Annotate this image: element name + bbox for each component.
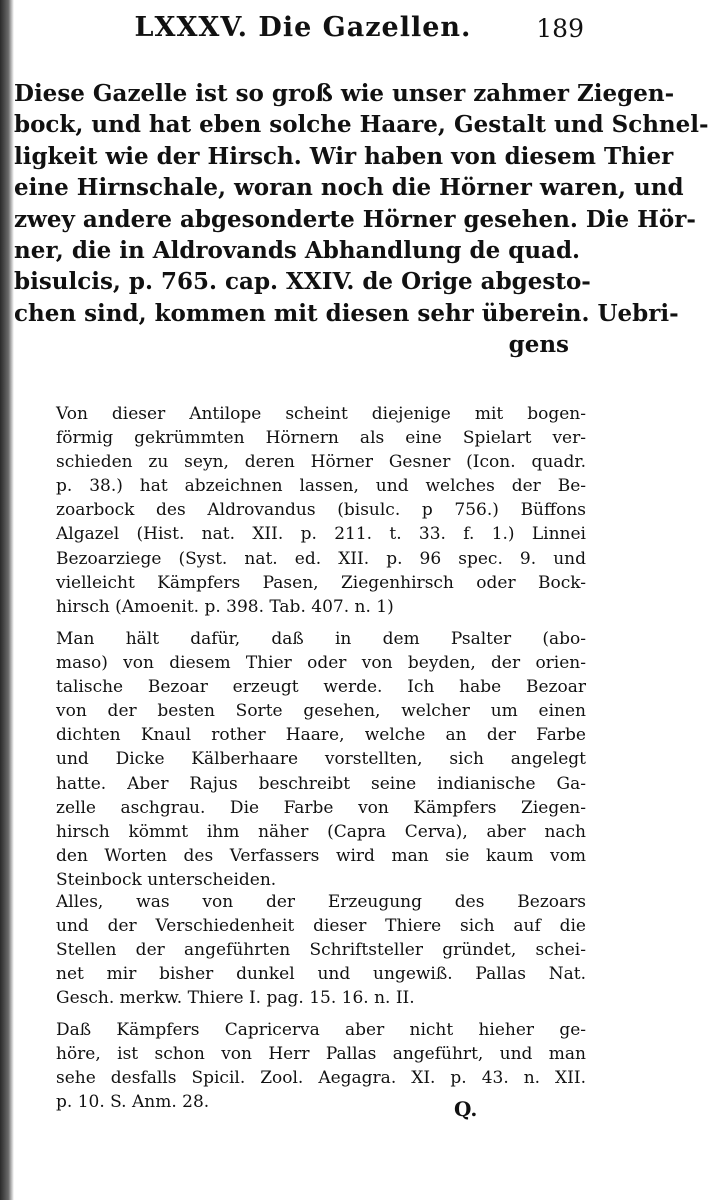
main-line: bisulcis, p. 765. cap. XXIV. de Orige abgesto- xyxy=(14,268,591,296)
note-line: maso) von diesem Thier oder von beyden, der orien- xyxy=(56,653,586,674)
note-line: Von dieser Antilope scheint diejenige mit bogen- xyxy=(56,404,586,424)
page-number: 189 xyxy=(536,14,584,43)
catchword: gens xyxy=(508,331,569,359)
signature-mark: Q. xyxy=(454,1097,478,1121)
note-line: Stellen der angeführten Schriftsteller gründet, schei- xyxy=(56,940,586,961)
footnote-paragraph-1 xyxy=(56,402,586,619)
note-line: hirsch kömmt ihm näher (Capra Cerva), aber nach xyxy=(56,821,586,842)
note-line: Daß Kämpfers Capricerva aber nicht hieher ge- xyxy=(56,1020,586,1040)
footnote-paragraph-4 xyxy=(56,1018,586,1114)
book-page xyxy=(14,0,709,1200)
note-line: Algazel (Hist. nat. XII. p. 211. t. 33. f. 1.) Linnei xyxy=(56,524,586,545)
note-line: Alles, was von der Erzeugung des Bezoars xyxy=(56,892,586,912)
note-line: net mir bisher dunkel und ungewiß. Pallas Nat. xyxy=(56,964,586,985)
main-line: chen sind, kommen mit diesen sehr überein. Uebri- xyxy=(14,299,679,327)
footnote-paragraph-3 xyxy=(56,890,586,1010)
note-line: und Dicke Kälberhaare vorstellten, sich angelegt xyxy=(56,749,586,770)
note-line: Bezoarziege (Syst. nat. ed. XII. p. 96 spec. 9. und xyxy=(56,548,586,569)
note-line: vielleicht Kämpfers Pasen, Ziegenhirsch oder Bock- xyxy=(56,572,586,593)
note-line: und der Verschiedenheit dieser Thiere sich auf die xyxy=(56,916,586,937)
main-line: eine Hirnschale, woran noch die Hörner waren, und xyxy=(14,174,684,202)
note-line: hatte. Aber Rajus beschreibt seine indianische Ga- xyxy=(56,773,586,794)
main-line: zwey andere abgesonderte Hörner gesehen. Die Hör- xyxy=(14,205,696,233)
note-line: p. 10. S. Anm. 28. xyxy=(56,1092,210,1113)
main-paragraph xyxy=(14,78,709,361)
main-line: ner, die in Aldrovands Abhandlung de quad. xyxy=(14,237,581,265)
note-line: hirsch (Amoenit. p. 398. Tab. 407. n. 1) xyxy=(56,596,394,617)
chapter-title: LXXXV. Die Gazellen. xyxy=(134,12,472,43)
note-line: sehe desfalls Spicil. Zool. Aegagra. XI. p. 43. n. XII. xyxy=(56,1068,586,1089)
note-line: schieden zu seyn, deren Hörner Gesner (Icon. quadr. xyxy=(56,452,586,473)
note-line: höre, ist schon von Herr Pallas angeführt, und man xyxy=(56,1044,586,1065)
note-line: dichten Knaul rother Haare, welche an der Farbe xyxy=(56,725,586,746)
note-line: von der besten Sorte gesehen, welcher um einen xyxy=(56,701,586,722)
main-line: ligkeit wie der Hirsch. Wir haben von diesem Thier xyxy=(14,142,674,170)
note-line: zelle aschgrau. Die Farbe von Kämpfers Ziegen- xyxy=(56,797,586,818)
main-line: bock, und hat eben solche Haare, Gestalt und Schnel- xyxy=(14,111,709,139)
note-line: Man hält dafür, daß in dem Psalter (abo- xyxy=(56,629,586,649)
note-line: zoarbock des Aldrovandus (bisulc. p 756.) Büffons xyxy=(56,500,586,521)
note-line: Steinbock unterscheiden. xyxy=(56,869,277,890)
note-line: p. 38.) hat abzeichnen lassen, und welches der Be- xyxy=(56,476,586,497)
note-line: Gesch. merkw. Thiere I. pag. 15. 16. n. II. xyxy=(56,988,415,1009)
page-gutter-shadow xyxy=(0,0,14,1200)
running-head xyxy=(14,12,592,52)
main-line: Diese Gazelle ist so groß wie unser zahmer Ziegen- xyxy=(14,80,675,107)
footnote-paragraph-2 xyxy=(56,627,586,892)
note-line: den Worten des Verfassers wird man sie kaum vom xyxy=(56,845,586,866)
note-line: talische Bezoar erzeugt werde. Ich habe Bezoar xyxy=(56,677,586,698)
note-line: förmig gekrümmten Hörnern als eine Spielart ver- xyxy=(56,428,586,449)
